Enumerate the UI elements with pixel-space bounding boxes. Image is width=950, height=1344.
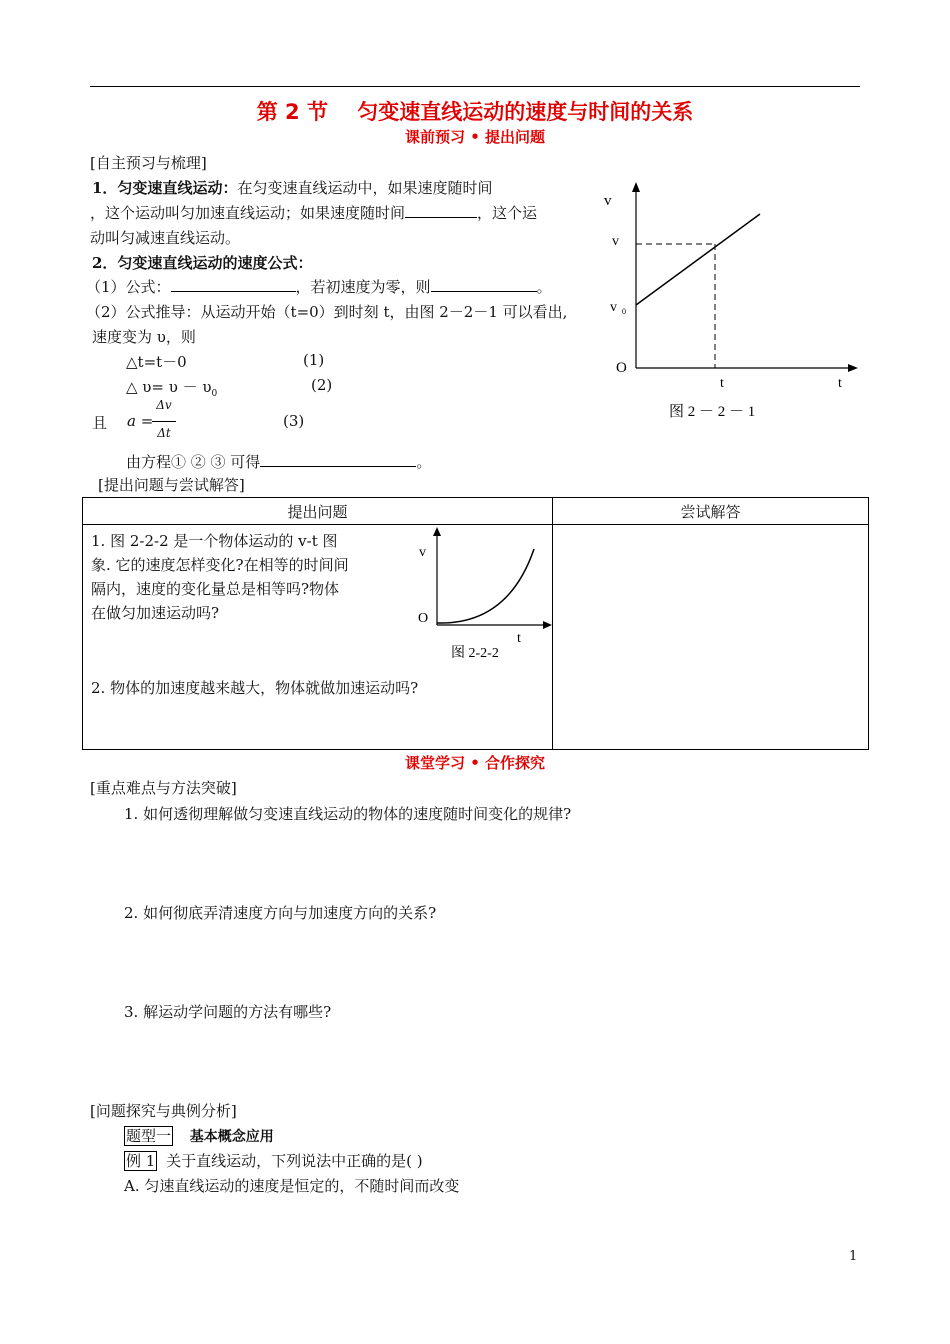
formula-text: ，若初速度为零，则 — [295, 278, 431, 296]
item2-head: 2．匀变速直线运动的速度公式： — [92, 254, 313, 272]
figure-2-2-1 — [598, 180, 868, 430]
type-title: 基本概念应用 — [189, 1129, 274, 1145]
q1-line-4: 在做匀加速运动吗? — [91, 604, 220, 622]
type-tag: 题型一 — [126, 1127, 172, 1145]
item1-text: 在匀变速直线运动中，如果速度随时间 — [237, 179, 493, 197]
q2-text: 2. 物体的加速度越来越大，物体就做加速运动吗? — [91, 679, 419, 697]
blank-1[interactable] — [405, 203, 477, 218]
formula-end: 。 — [536, 278, 552, 296]
eq3-number: (3) — [283, 412, 305, 430]
eq3-prefix: 且 — [92, 414, 108, 432]
eq2-sub: 0 — [211, 389, 218, 399]
q1-line-3: 隔内，速度的变化量总是相等吗?物体 — [91, 580, 340, 598]
qa-col-question: 提出问题 — [83, 498, 553, 525]
qa-col-answer: 尝试解答 — [553, 498, 869, 525]
fig2-label-v: v — [419, 545, 426, 560]
classroom-q1: 1. 如何透彻理解做匀变速直线运动的物体的速度随时间变化的规律? — [124, 805, 572, 823]
eq3-lhs: a = — [127, 412, 154, 430]
item1-head: 1．匀变速直线运动： — [92, 179, 238, 197]
formula-label: （1）公式： — [86, 278, 171, 296]
eq3-fraction-bar — [152, 421, 176, 422]
fig1-caption: 图 2 － 2 － 1 — [669, 404, 756, 420]
qa-question-cell — [83, 525, 553, 750]
fig2-label-t: t — [517, 631, 521, 646]
eq3-denominator: Δt — [157, 426, 171, 440]
q1-line-1: 1. 图 2-2-2 是一个物体运动的 v-t 图 — [91, 532, 338, 550]
derive-line2: 速度变为 υ，则 — [92, 328, 196, 346]
eq2-text: △ υ= υ － υ — [126, 378, 212, 396]
preview-subtitle: 课前预习 • 提出问题 — [404, 128, 546, 146]
eq1-number: (1) — [303, 351, 325, 369]
item1-text-2b: ，这个运 — [477, 204, 538, 222]
qa-header-row — [83, 498, 869, 525]
eq2-number: (2) — [311, 376, 333, 394]
fig2-label-o: O — [418, 611, 429, 626]
example-line — [124, 1150, 423, 1171]
fig2-caption: 图 2-2-2 — [451, 646, 499, 661]
type-line — [124, 1125, 274, 1146]
q1-block — [91, 529, 349, 625]
top-rule — [90, 86, 860, 87]
blank-result[interactable] — [260, 452, 416, 467]
fig1-t-axis: t — [838, 376, 842, 391]
item1-line3: 动叫匀减速直线运动。 — [90, 229, 241, 247]
example-tag: 例 1 — [126, 1152, 156, 1170]
eq2 — [126, 376, 217, 399]
eq3-numerator: Δv — [156, 398, 172, 412]
result-line — [126, 451, 431, 472]
derive-line1: （2）公式推导：从运动开始（t=0）到时刻 t，由图 2－2－1 可以看出, — [86, 303, 568, 321]
fig2-v-arrow — [433, 527, 441, 536]
velocity-line — [636, 214, 760, 305]
classroom-section-label: [重点难点与方法突破] — [90, 779, 237, 797]
t-axis-arrow — [848, 364, 858, 372]
option-a: A. 匀速直线运动的速度是恒定的，不随时间而改变 — [124, 1177, 460, 1195]
qa-section-label: [提出问题与尝试解答] — [98, 476, 245, 494]
eq1: △t=t－0 — [126, 353, 187, 371]
result-end: 。 — [416, 453, 432, 471]
qa-table — [82, 497, 869, 750]
blank-zero-v0[interactable] — [431, 277, 537, 292]
fig1-label-v0: v — [610, 300, 617, 315]
qa-answer-cell[interactable] — [553, 525, 869, 750]
figure-2-2-2 — [413, 525, 553, 665]
page-number: 1 — [849, 1249, 858, 1264]
classroom-q2: 2. 如何彻底弄清速度方向与加速度方向的关系? — [124, 904, 437, 922]
item1-text-2a: ，这个运动叫匀加速直线运动；如果速度随时间 — [90, 204, 406, 222]
classroom-subtitle: 课堂学习 • 合作探究 — [404, 754, 546, 772]
q1-line-2: 象. 它的速度怎样变化?在相等的时间间 — [91, 556, 349, 574]
fig2-t-arrow — [543, 621, 552, 629]
fig1-axis-v: v — [604, 193, 612, 209]
fig1-t-mark: t — [720, 376, 724, 391]
blank-formula[interactable] — [171, 277, 296, 292]
result-text: 由方程① ② ③ 可得 — [126, 453, 261, 471]
examples-section-label: [问题探究与典例分析] — [90, 1102, 237, 1120]
example-text: 关于直线运动，下列说法中正确的是( ) — [166, 1152, 423, 1170]
fig2-curve — [437, 549, 534, 623]
fig1-label-v: v — [612, 234, 619, 249]
fig1-label-v0-sub: 0 — [622, 307, 626, 316]
preview-section-label: [自主预习与梳理] — [90, 154, 207, 172]
v-axis-arrow — [632, 182, 640, 192]
item1-line2 — [90, 202, 537, 223]
fig1-origin: O — [616, 360, 627, 376]
page-title: 第 2 节 匀变速直线运动的速度与时间的关系 — [256, 100, 694, 124]
item1-line1 — [92, 177, 492, 198]
formula-line — [86, 276, 552, 297]
qa-body-row — [83, 525, 869, 750]
classroom-q3: 3. 解运动学问题的方法有哪些? — [124, 1003, 332, 1021]
